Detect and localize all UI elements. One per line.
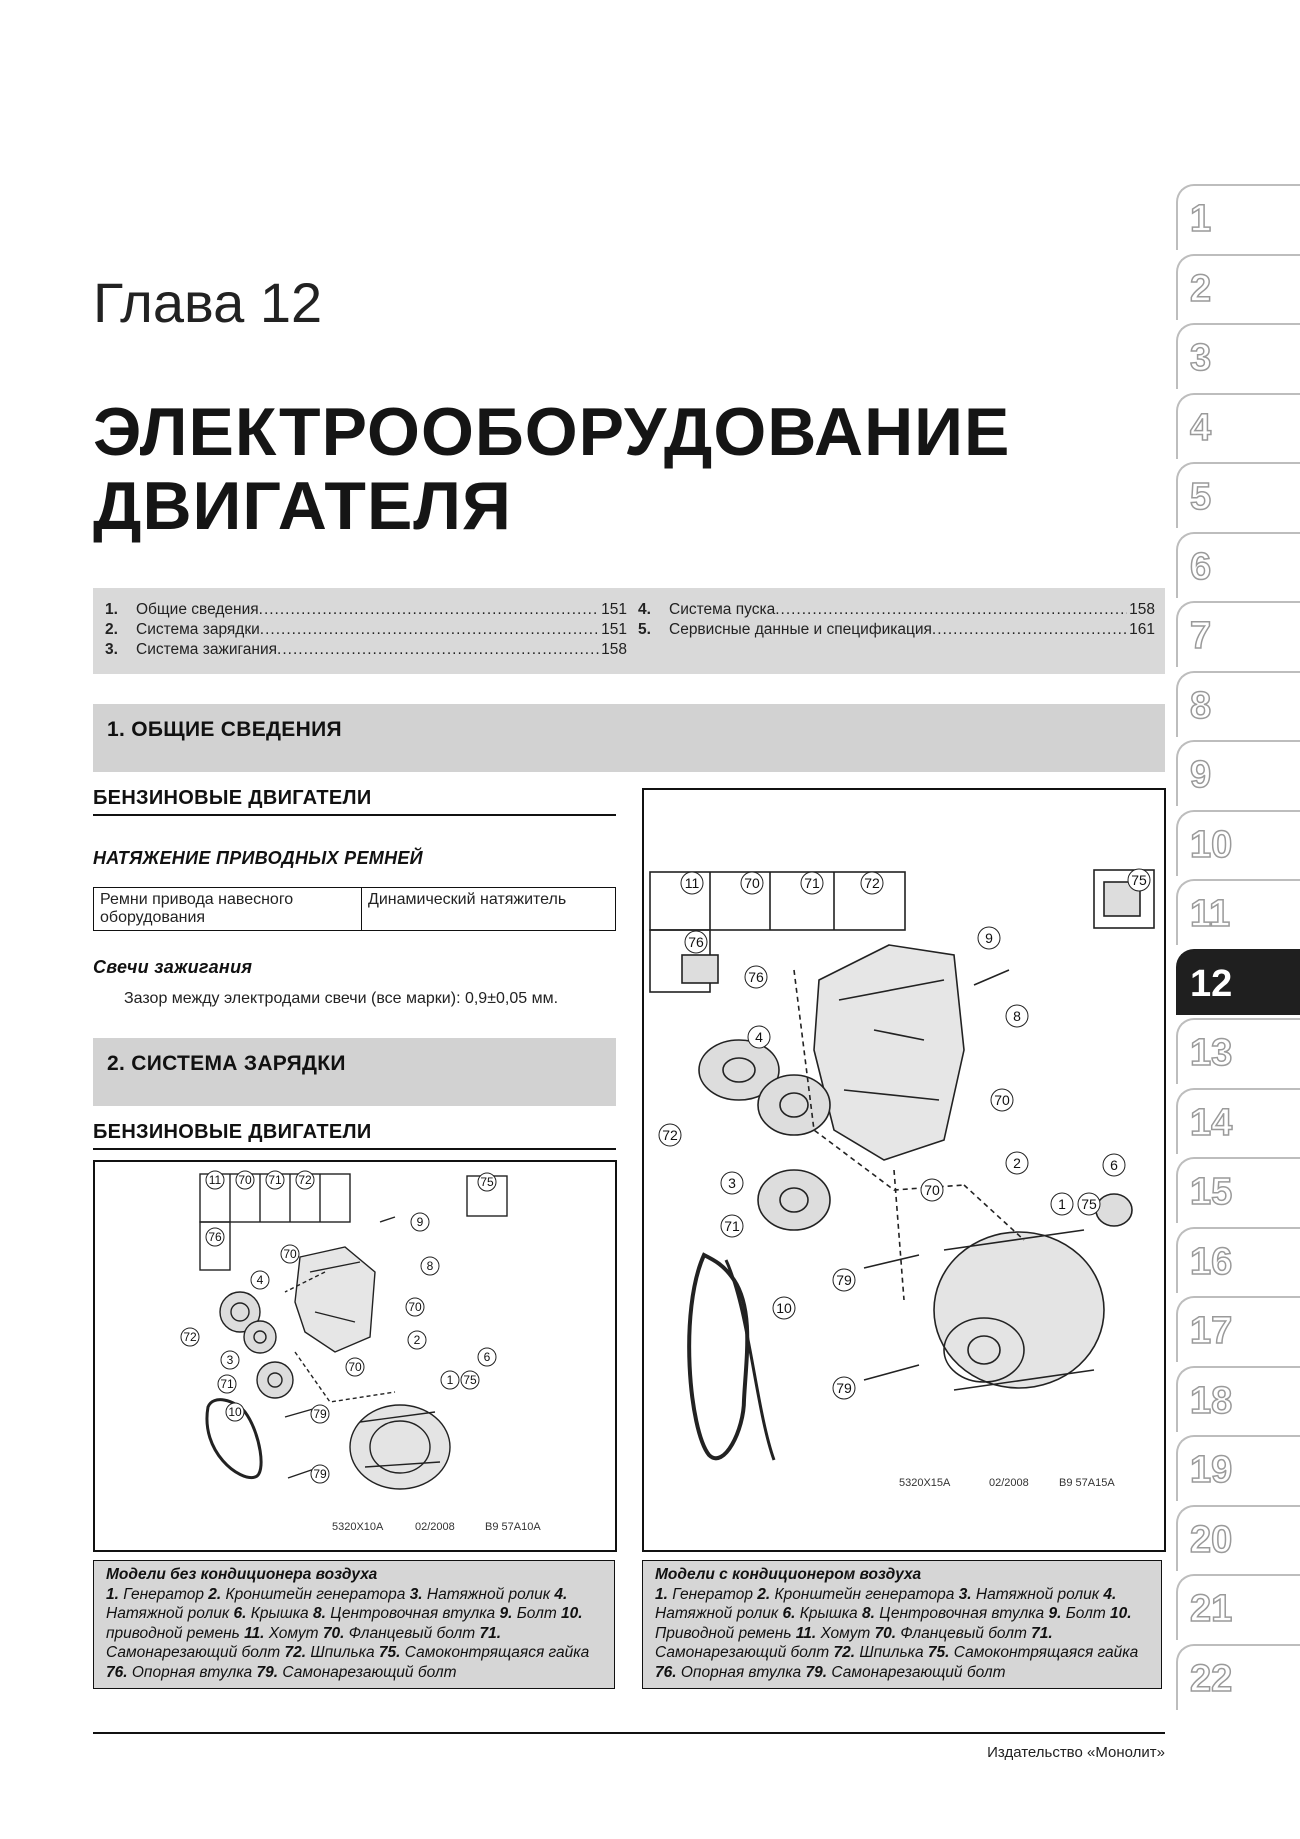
legend-label: Болт [1061, 1605, 1111, 1622]
callout [311, 1465, 329, 1483]
svg-text:71: 71 [724, 1218, 740, 1234]
item-number: 2. [105, 621, 118, 638]
chapter-tab-label: 17 [1190, 1310, 1233, 1352]
svg-text:79: 79 [313, 1407, 327, 1421]
chapter-tab-label: 14 [1190, 1101, 1233, 1144]
legend-label: Кронштейн генератора [770, 1585, 959, 1603]
svg-text:76: 76 [208, 1230, 222, 1244]
legend-label: Самоконтрящаяся гайка [400, 1644, 590, 1661]
caption-legend [655, 1586, 1138, 1681]
figure-code: B9 57A15A [1059, 1477, 1115, 1489]
legend-label: Центровочная втулка [874, 1605, 1049, 1622]
legend-label: Шпилька [306, 1644, 379, 1661]
svg-text:6: 6 [1110, 1157, 1118, 1173]
svg-text:70: 70 [348, 1360, 362, 1374]
caption-heading: Модели без кондиционера воздуха [106, 1566, 378, 1583]
legend-number: 10. [1110, 1605, 1132, 1622]
callout [721, 1172, 743, 1194]
chapter-tab-19[interactable] [1176, 1435, 1300, 1501]
contents-item[interactable] [105, 620, 627, 640]
svg-text:75: 75 [1131, 872, 1147, 888]
chapter-tab-label: 13 [1190, 1032, 1233, 1074]
svg-text:79: 79 [313, 1467, 327, 1481]
chapter-tab-1[interactable] [1176, 184, 1300, 250]
legend-label: Центровочная втулка [325, 1605, 500, 1622]
chapter-tab-15[interactable] [1176, 1157, 1300, 1223]
svg-text:10: 10 [228, 1405, 242, 1419]
item-number: 5. [638, 621, 651, 638]
callout [921, 1179, 943, 1201]
chapter-tab-18[interactable] [1176, 1366, 1300, 1432]
legend-number: 3. [958, 1585, 972, 1603]
caption-with-ac [642, 1560, 1162, 1689]
chapter-contents [93, 588, 1165, 674]
chapter-tab-label: 20 [1190, 1518, 1233, 1561]
svg-text:3: 3 [226, 1353, 234, 1367]
item-page: 158 [1129, 601, 1155, 618]
chapter-tab-label: 10 [1190, 823, 1233, 866]
svg-text:2: 2 [413, 1333, 421, 1347]
chapter-tab-label: 21 [1190, 1588, 1233, 1630]
item-page: 158 [601, 641, 627, 658]
chapter-tab-label: 5 [1190, 476, 1212, 518]
svg-text:9: 9 [416, 1215, 424, 1229]
legend-number: 9. [1048, 1605, 1062, 1622]
legend-number: 3. [409, 1585, 423, 1603]
spark-plug-gap-text: Зазор между электродами свечи (все марки): 0,9±0,05 мм. [124, 990, 559, 1007]
callout [1006, 1152, 1028, 1174]
figure-code: 5320X10A [332, 1521, 384, 1533]
chapter-title-line1: ЭЛЕКТРООБОРУДОВАНИЕ [93, 394, 1011, 470]
item-title: Общие сведения [136, 601, 259, 618]
legend-number: 11. [244, 1624, 265, 1642]
chapter-tab-label: 9 [1190, 754, 1212, 796]
legend-number: 4. [554, 1585, 568, 1603]
legend-number: 79. [805, 1663, 828, 1681]
legend-number: 4. [1103, 1585, 1117, 1603]
svg-text:70: 70 [744, 875, 760, 891]
legend-number: 76. [655, 1663, 677, 1681]
svg-text:76: 76 [748, 969, 764, 985]
svg-text:71: 71 [268, 1173, 282, 1187]
svg-text:1: 1 [446, 1373, 454, 1387]
caption-without-ac [93, 1560, 615, 1689]
item-number: 4. [638, 601, 651, 618]
legend-number: 75. [378, 1644, 401, 1661]
svg-text:70: 70 [994, 1092, 1010, 1108]
caption-heading: Модели с кондиционером воздуха [655, 1566, 922, 1583]
callout [745, 966, 767, 988]
svg-text:4: 4 [755, 1029, 763, 1045]
legend-number: 71. [479, 1624, 502, 1642]
item-title: Система зажигания [136, 641, 278, 658]
figure-code: 5320X15A [899, 1477, 951, 1489]
chapter-tab-6[interactable] [1176, 532, 1300, 598]
alternator-diagram-large [644, 790, 1164, 1496]
chapter-tab-label: 1 [1190, 198, 1212, 240]
callout [1103, 1154, 1125, 1176]
chapter-tab-22[interactable] [1176, 1644, 1300, 1710]
svg-text:6: 6 [483, 1350, 491, 1364]
callout [296, 1171, 314, 1189]
callout [478, 1348, 496, 1366]
legend-label: Крышка [795, 1605, 862, 1622]
legend-label: Фланцевый болт [896, 1624, 1032, 1642]
item-number: 3. [105, 641, 118, 658]
legend-label: Самонарезающий болт [655, 1644, 834, 1661]
chapter-tab-4[interactable] [1176, 393, 1300, 459]
item-title: Сервисные данные и спецификация [669, 621, 932, 638]
callout [659, 1124, 681, 1146]
legend-label: Болт [512, 1605, 562, 1622]
legend-number: 11. [795, 1624, 817, 1642]
legend-label: Самоконтрящаяся гайка [949, 1644, 1139, 1661]
legend-label: Натяжной ролик [106, 1605, 234, 1622]
callout [411, 1213, 429, 1231]
legend-label: Генератор [118, 1585, 209, 1603]
table-cell: Ремни привода навесного оборудования [94, 888, 362, 931]
item-title: Система зарядки [136, 621, 260, 638]
legend-number: 71. [1031, 1624, 1053, 1642]
callout [206, 1171, 224, 1189]
legend-label: Опорная втулка [127, 1663, 257, 1681]
legend-label: Приводной ремень [655, 1624, 796, 1642]
chapter-tab-10[interactable] [1176, 810, 1300, 876]
chapter-tab-label: 6 [1190, 545, 1212, 588]
publisher-footer: Издательство «Монолит» [987, 1744, 1165, 1761]
legend-label: Фланцевый болт [344, 1624, 480, 1642]
svg-text:8: 8 [1013, 1008, 1021, 1024]
legend-number: 76. [106, 1663, 128, 1681]
legend-label: Натяжной ролик [655, 1605, 783, 1622]
callout [421, 1257, 439, 1275]
chapter-tab-11[interactable] [1176, 879, 1300, 945]
svg-text:72: 72 [864, 875, 880, 891]
legend-label: Шпилька [855, 1644, 928, 1661]
callout [461, 1371, 479, 1389]
svg-text:70: 70 [924, 1182, 940, 1198]
legend-label: Кронштейн генератора [221, 1585, 410, 1603]
figure-date: 02/2008 [989, 1477, 1029, 1489]
svg-text:10: 10 [776, 1300, 792, 1316]
chapter-tab-13[interactable] [1176, 1018, 1300, 1084]
svg-text:1: 1 [1058, 1196, 1066, 1212]
subheading-petrol-engines: БЕНЗИНОВЫЕ ДВИГАТЕЛИ [93, 1121, 616, 1150]
legend-label: Хомут [264, 1624, 323, 1642]
item-page: 151 [601, 601, 627, 618]
svg-text:9: 9 [985, 930, 993, 946]
belt-tension-heading: НАТЯЖЕНИЕ ПРИВОДНЫХ РЕМНЕЙ [93, 848, 423, 868]
callout [206, 1228, 224, 1246]
chapter-tab-3[interactable] [1176, 323, 1300, 389]
chapter-tab-label: 22 [1190, 1657, 1233, 1700]
legend-number: 2. [757, 1585, 771, 1603]
legend-number: 9. [499, 1605, 513, 1622]
svg-text:72: 72 [298, 1173, 312, 1187]
item-page: 151 [601, 621, 627, 638]
contents-item[interactable] [105, 640, 627, 660]
legend-number: 75. [927, 1644, 950, 1661]
chapter-label: Глава 12 [93, 271, 323, 334]
legend-number: 70. [874, 1624, 897, 1642]
callout [226, 1403, 244, 1421]
legend-number: 72. [284, 1644, 307, 1661]
callout [1078, 1193, 1100, 1215]
callout [1051, 1193, 1073, 1215]
chapter-tab-label: 7 [1190, 615, 1212, 657]
callout [833, 1377, 855, 1399]
svg-text:72: 72 [662, 1127, 678, 1143]
legend-label: приводной ремень [106, 1624, 245, 1642]
section-heading-general [93, 704, 1165, 772]
caption-legend [106, 1586, 589, 1681]
legend-number: 6. [782, 1605, 796, 1622]
callout [181, 1328, 199, 1346]
svg-text:75: 75 [1081, 1196, 1097, 1212]
callout [991, 1089, 1013, 1111]
legend-label: Хомут [816, 1624, 875, 1642]
legend-number: 2. [208, 1585, 222, 1603]
callout [251, 1271, 269, 1289]
chapter-tab-label: 18 [1190, 1379, 1233, 1422]
callout [1128, 869, 1150, 891]
contents-left-column [105, 600, 627, 660]
legend-label: Крышка [246, 1605, 313, 1622]
callout [773, 1297, 795, 1319]
callout [478, 1173, 496, 1191]
svg-text:75: 75 [463, 1373, 477, 1387]
svg-text:11: 11 [684, 875, 700, 891]
legend-label: Самонарезающий болт [827, 1663, 1006, 1681]
legend-label: Самонарезающий болт [278, 1663, 457, 1681]
chapter-tab-label: 4 [1190, 406, 1212, 449]
callout [441, 1371, 459, 1389]
legend-number: 72. [833, 1644, 856, 1661]
callout [218, 1375, 236, 1393]
legend-number: 70. [322, 1624, 345, 1642]
legend-label: Самонарезающий болт [106, 1644, 285, 1661]
chapter-tab-9[interactable] [1176, 740, 1300, 806]
callout [1006, 1005, 1028, 1027]
chapter-tab-label: 3 [1190, 337, 1212, 379]
figure-with-ac [642, 788, 1166, 1552]
callout [833, 1269, 855, 1291]
chapter-tab-5[interactable] [1176, 462, 1300, 528]
legend-number: 1. [655, 1585, 668, 1603]
callout [236, 1171, 254, 1189]
item-number: 1. [105, 601, 118, 618]
svg-text:4: 4 [256, 1273, 264, 1287]
chapter-tab-8[interactable] [1176, 671, 1300, 737]
legend-number: 8. [313, 1605, 326, 1622]
svg-text:70: 70 [408, 1300, 422, 1314]
legend-label: Генератор [667, 1585, 758, 1603]
callout [748, 1026, 770, 1048]
chapter-tab-label: 12 [1190, 962, 1233, 1005]
svg-text:11: 11 [208, 1173, 222, 1187]
legend-label: Натяжной ролик [422, 1585, 555, 1603]
section-heading-text: 2. СИСТЕМА ЗАРЯДКИ [107, 1052, 346, 1075]
svg-text:8: 8 [426, 1259, 434, 1273]
chapter-tab-14[interactable] [1176, 1088, 1300, 1154]
callout [408, 1331, 426, 1349]
svg-text:72: 72 [183, 1330, 197, 1344]
svg-text:3: 3 [728, 1175, 736, 1191]
chapter-title-line2: ДВИГАТЕЛЯ [93, 468, 512, 544]
chapter-tab-label: 19 [1190, 1449, 1233, 1491]
svg-text:70: 70 [283, 1247, 297, 1261]
alternator-diagram-small [95, 1162, 615, 1550]
section-heading-charging [93, 1038, 616, 1106]
chapter-tab-16[interactable] [1176, 1227, 1300, 1293]
item-title: Система пуска [669, 601, 776, 618]
svg-text:79: 79 [836, 1380, 852, 1396]
chapter-tab-20[interactable] [1176, 1505, 1300, 1571]
chapter-tab-17[interactable] [1176, 1296, 1300, 1362]
subheading-petrol-engines: БЕНЗИНОВЫЕ ДВИГАТЕЛИ [93, 787, 616, 816]
callout [741, 872, 763, 894]
contents-item[interactable] [638, 620, 1155, 640]
callout [978, 927, 1000, 949]
legend-label: Натяжной ролик [971, 1585, 1104, 1603]
callout [346, 1358, 364, 1376]
chapter-tab-12[interactable] [1176, 949, 1300, 1015]
legend-label: Опорная втулка [676, 1663, 806, 1681]
legend-number: 6. [233, 1605, 247, 1622]
contents-item[interactable] [105, 600, 627, 620]
chapter-tab-21[interactable] [1176, 1574, 1300, 1640]
callout [861, 872, 883, 894]
legend-number: 8. [862, 1605, 875, 1622]
chapter-tab-2[interactable] [1176, 254, 1300, 320]
svg-text:75: 75 [480, 1175, 494, 1189]
contents-item[interactable] [638, 600, 1155, 620]
belt-tension-table [93, 887, 616, 931]
figure-code: B9 57A10A [485, 1521, 541, 1533]
legend-number: 79. [256, 1663, 279, 1681]
section-heading-text: 1. ОБЩИЕ СВЕДЕНИЯ [107, 718, 342, 741]
callout [406, 1298, 424, 1316]
chapter-tab-label: 2 [1190, 267, 1212, 310]
chapter-tab-label: 11 [1190, 893, 1231, 935]
callout [681, 872, 703, 894]
chapter-tab-7[interactable] [1176, 601, 1300, 667]
figure-date: 02/2008 [415, 1521, 455, 1533]
callout [721, 1215, 743, 1237]
table-cell: Динамический натяжитель [362, 888, 616, 931]
callout [311, 1405, 329, 1423]
callout [281, 1245, 299, 1263]
svg-text:79: 79 [836, 1272, 852, 1288]
callout [801, 872, 823, 894]
callout [266, 1171, 284, 1189]
svg-text:71: 71 [220, 1377, 234, 1391]
chapter-tab-label: 16 [1190, 1240, 1233, 1283]
svg-text:70: 70 [238, 1173, 252, 1187]
svg-text:2: 2 [1013, 1155, 1021, 1171]
table-row [94, 888, 616, 931]
callout [221, 1351, 239, 1369]
spark-plugs-heading: Свечи зажигания [93, 957, 253, 977]
legend-number: 10. [561, 1605, 583, 1622]
svg-text:76: 76 [688, 934, 704, 950]
svg-text:71: 71 [804, 875, 820, 891]
callout [685, 931, 707, 953]
figure-without-ac [93, 1160, 617, 1552]
contents-right-column [638, 600, 1155, 640]
chapter-tab-label: 8 [1190, 684, 1212, 727]
chapter-title [93, 395, 1013, 543]
footer-rule [93, 1732, 1165, 1734]
chapter-tab-label: 15 [1190, 1171, 1233, 1213]
legend-number: 1. [106, 1585, 119, 1603]
item-page: 161 [1129, 621, 1155, 638]
